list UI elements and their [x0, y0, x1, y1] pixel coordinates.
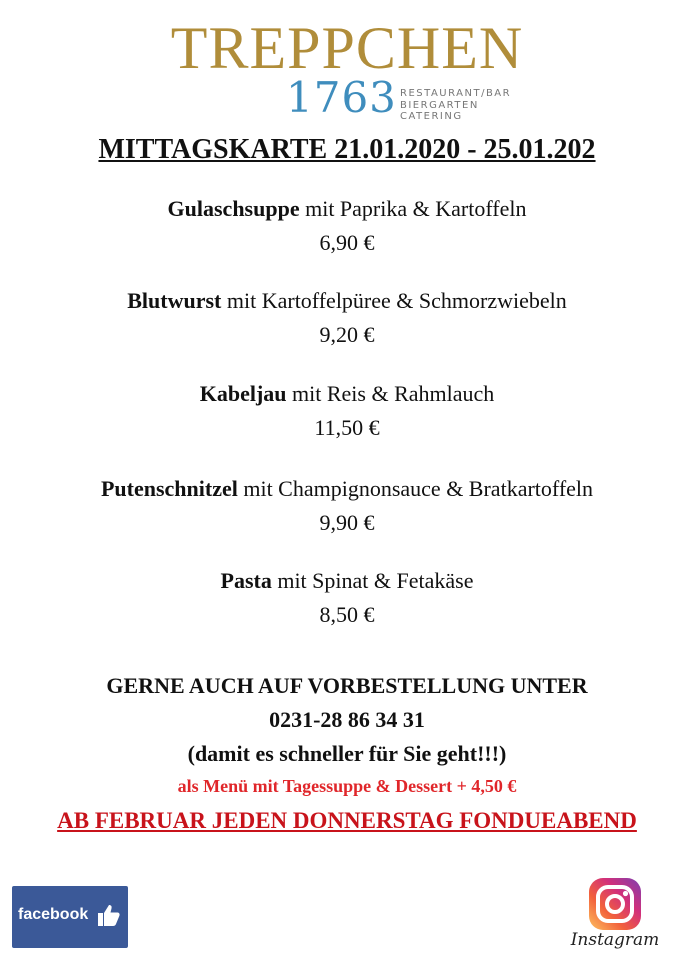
- instagram-camera-icon[interactable]: [587, 876, 643, 932]
- dish-price: 6,90 €: [319, 230, 375, 255]
- dish-description: mit Reis & Rahmlauch: [286, 381, 495, 406]
- instagram-label[interactable]: Instagram: [570, 930, 660, 950]
- dish-item: [0, 476, 694, 536]
- phone-number: 0231-28 86 34 31: [269, 707, 425, 732]
- dish-description: mit Paprika & Kartoffeln: [299, 196, 527, 221]
- logo-tagline-line: CATERING: [400, 111, 463, 122]
- thumbs-up-icon: [96, 902, 122, 928]
- menu-title: MITTAGSKARTE 21.01.2020 - 25.01.202: [98, 134, 596, 165]
- dish-name: Pasta: [220, 568, 272, 593]
- dish-item: [0, 288, 694, 348]
- logo-tagline: [400, 88, 511, 123]
- dish-name: Kabeljau: [199, 381, 287, 406]
- dish-description: mit Spinat & Fetakäse: [271, 568, 474, 593]
- dish-name: Blutwurst: [127, 288, 222, 313]
- dish-price: 11,50 €: [314, 415, 380, 440]
- restaurant-logo: [0, 8, 694, 126]
- dish-description: mit Champignonsauce & Bratkartoffeln: [237, 476, 594, 501]
- logo-tagline-line: RESTAURANT/BAR: [400, 88, 512, 99]
- dish-price: 8,50 €: [319, 602, 375, 627]
- dish-item: [0, 196, 694, 256]
- dish-name: Putenschnitzel: [100, 476, 238, 501]
- menu-offer: als Menü mit Tagessuppe & Dessert + 4,50 €: [177, 776, 517, 796]
- preorder-hint: (damit es schneller für Sie geht!!!): [187, 741, 507, 766]
- dish-price: 9,90 €: [319, 510, 375, 535]
- dish-item: [0, 568, 694, 628]
- facebook-badge[interactable]: [12, 886, 128, 948]
- fondue-announcement: AB FEBRUAR JEDEN DONNERSTAG FONDUEABEND: [57, 808, 637, 833]
- preorder-notice: GERNE AUCH AUF VORBESTELLUNG UNTER: [106, 673, 588, 698]
- dish-description: mit Kartoffelpüree & Schmorzwiebeln: [221, 288, 567, 313]
- facebook-label: facebook: [18, 906, 89, 923]
- dish-price: 9,20 €: [319, 322, 375, 347]
- logo-tagline-line: BIERGARTEN: [400, 99, 479, 111]
- logo-name: TREPPCHEN: [170, 15, 524, 81]
- dish-item: [0, 381, 694, 441]
- dish-name: Gulaschsuppe: [167, 196, 300, 221]
- logo-year: 1763: [286, 73, 397, 122]
